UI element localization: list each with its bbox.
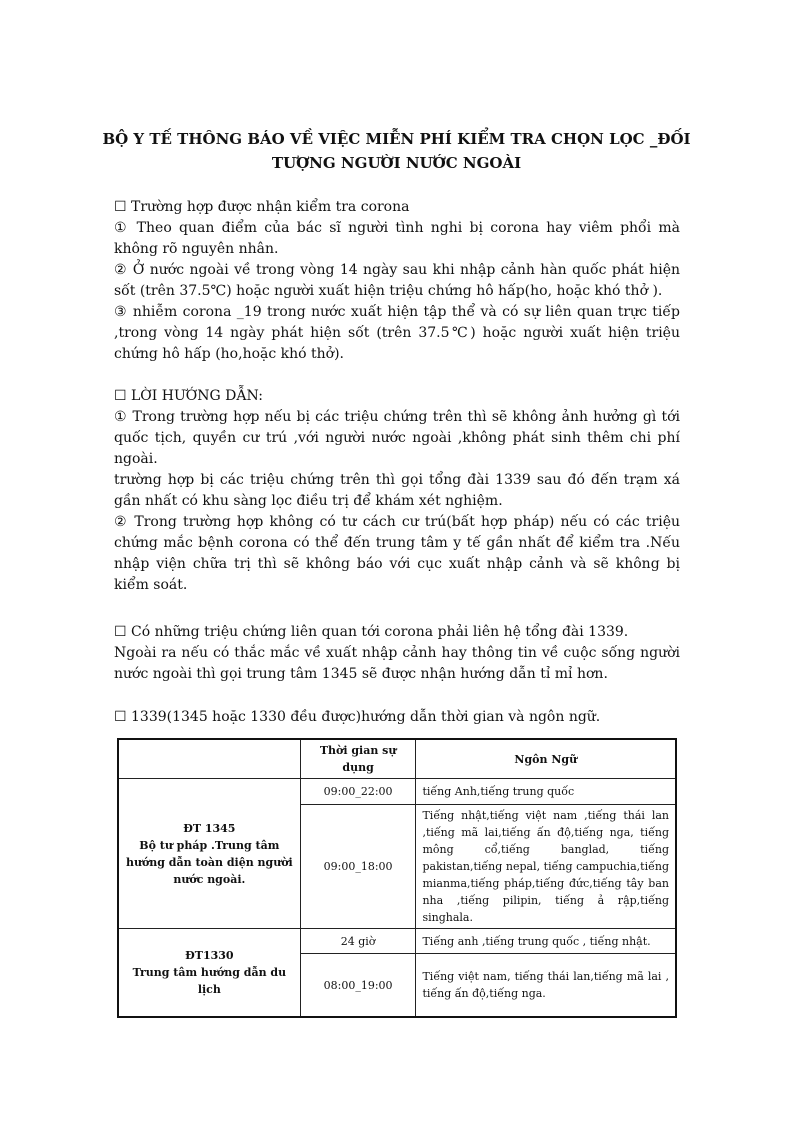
org-phone: ĐT 1345: [183, 821, 236, 835]
list-item: ② Trong trường hợp không có tư cách cư trú(bất hợp pháp) nếu có các triệu chứng mắc bệnh corona có thể đến trung tâm y tế gần nhất để kiểm tra .Nếu nhập viện chữa trị thì sẽ không báo với cục xuất nhập cảnh và sẽ không bị kiểm soát.: [114, 514, 680, 593]
list-item: ① Trong trường hợp nếu bị các triệu chứng trên thì sẽ không ảnh hưởng gì tới quốc tịch, quyền cư trú ,với người nước ngoài ,không phát sinh thêm chi phí ngoài.: [114, 409, 680, 467]
list-item: trường hợp bị các triệu chứng trên thì gọi tổng đài 1339 sau đó đến trạm xá gần nhất có khu sàng lọc điều trị để khám xét nghiệm.: [114, 472, 680, 509]
table-header-cell: Ngôn Ngữ: [416, 739, 676, 779]
org-name: Bộ tư pháp .Trung tâm hướng dẫn toàn diện người nước ngoài.: [125, 838, 293, 886]
page-title: [100, 127, 693, 175]
list-item: ③ nhiễm corona _19 trong nước xuất hiện tập thể và có sự liên quan trực tiếp ,trong vòng 14 ngày phát hiện sốt (trên 37.5℃) hoặc người xuất hiện triệu chứng hô hấp (ho,hoặc khó thở).: [114, 304, 680, 362]
org-cell: [118, 929, 300, 1018]
table-row: [118, 929, 676, 954]
language-cell: Tiếng nhật,tiếng việt nam ,tiếng thái lan ,tiếng mã lai,tiếng ấn độ,tiếng nga, tiếng mông cổ,tiếng banglad, tiếng pakistan,tiếng nepal, tiếng campuchia,tiếng mianma,tiếng pháp,tiếng đức,tiếng tây ban nha ,tiếng pilipin, tiếng ả rập,tiếng singhala.: [416, 805, 676, 929]
time-cell: 24 giờ: [300, 929, 416, 954]
table-header-row: [118, 739, 676, 779]
list-item: ① Theo quan điểm của bác sĩ người tình nghi bị corona hay viêm phổi mà không rõ nguyên nhân.: [114, 220, 680, 257]
language-cell: Tiếng anh ,tiếng trung quốc , tiếng nhật.: [416, 929, 676, 954]
section-heading: ☐ Có những triệu chứng liên quan tới corona phải liên hệ tổng đài 1339.: [114, 624, 629, 640]
section-heading: ☐ LỜI HƯỚNG DẪN:: [114, 388, 263, 404]
hours-language-table: [117, 738, 677, 1018]
table-header-cell: Thời gian sự dụng: [300, 739, 416, 779]
time-cell: 09:00_22:00: [300, 779, 416, 805]
language-cell: Tiếng việt nam, tiếng thái lan,tiếng mã lai , tiếng ấn độ,tiếng nga.: [416, 954, 676, 1018]
title-line-2: TƯỢNG NGƯỜI NƯỚC NGOÀI: [271, 154, 522, 172]
language-cell: tiếng Anh,tiếng trung quốc: [416, 779, 676, 805]
section-guidance: [114, 386, 680, 596]
time-cell: 09:00_18:00: [300, 805, 416, 929]
org-name: Trung tâm hướng dẫn du lịch: [132, 966, 287, 996]
paragraph: Ngoài ra nếu có thắc mắc về xuất nhập cảnh hay thông tin về cuộc sống người nước ngoài thì gọi trung tâm 1345 sẽ được nhận hướng dẫn tỉ mỉ hơn.: [114, 645, 680, 682]
section-testing-eligibility: [114, 197, 680, 365]
section-contact: [114, 622, 680, 685]
org-phone: ĐT1330: [185, 949, 234, 962]
table-header-cell: [118, 739, 300, 779]
time-cell: 08:00_19:00: [300, 954, 416, 1018]
section-heading: ☐ 1339(1345 hoặc 1330 đều được)hướng dẫn thời gian và ngôn ngữ.: [114, 709, 601, 725]
org-cell: [118, 779, 300, 929]
section-heading: ☐ Trường hợp được nhận kiểm tra corona: [114, 199, 410, 215]
title-line-1: BỘ Y TẾ THÔNG BÁO VỀ VIỆC MIỄN PHÍ KIỂM TRA CHỌN LỌC _ĐỐI: [102, 130, 691, 148]
table-row: [118, 779, 676, 805]
section-hours: [114, 707, 680, 728]
list-item: ② Ở nước ngoài về trong vòng 14 ngày sau khi nhập cảnh hàn quốc phát hiện sốt (trên 37.5℃) hoặc người xuất hiện triệu chứng hô hấp(ho, hoặc khó thở ).: [114, 262, 680, 299]
